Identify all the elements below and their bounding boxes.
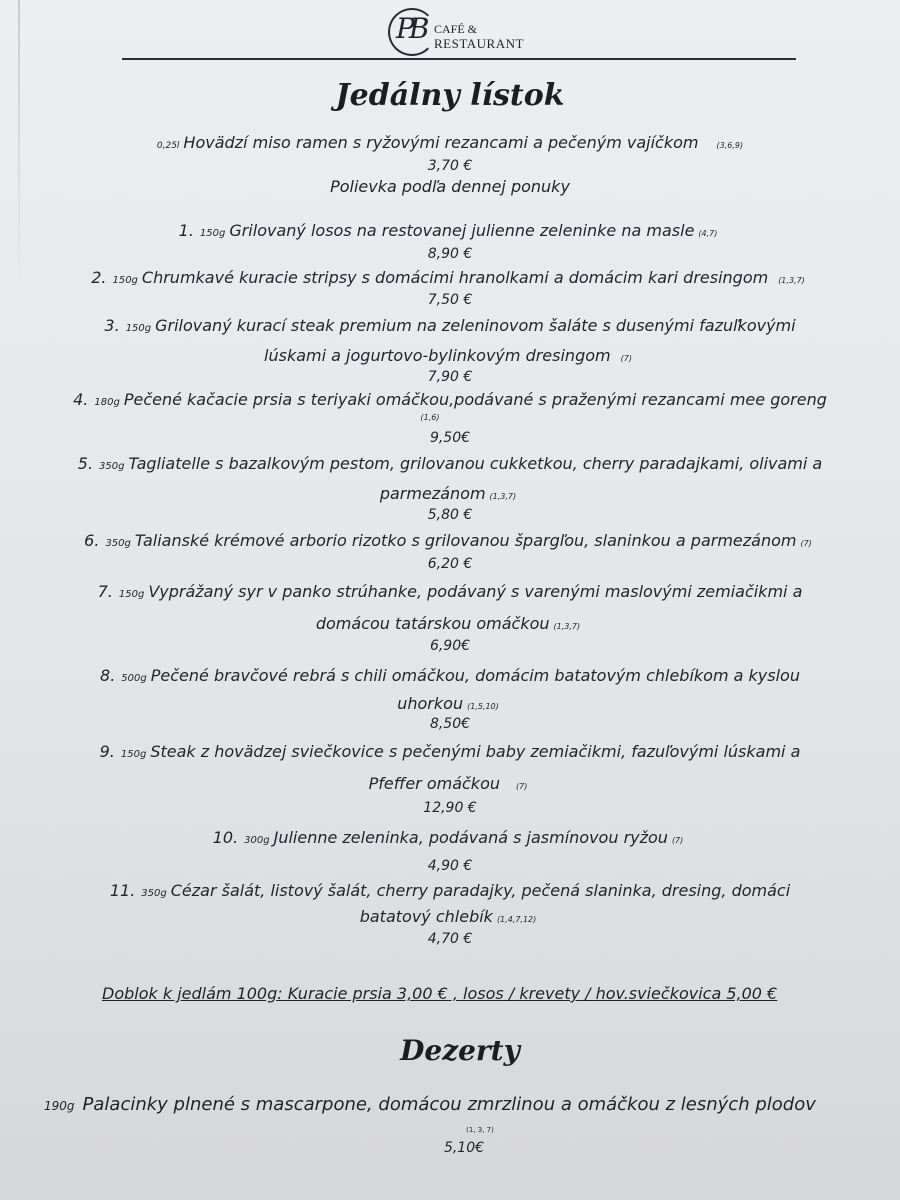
item-5-name-cont: parmezánom [379,484,486,503]
item-2-name: Chrumkavé kuracie stripsy s domácimi hranolkami a domácim kari dresingom [141,268,769,287]
item-6-number: 6. [84,531,100,550]
item-2-number: 2. [91,268,107,287]
item-7-line2 [0,614,900,633]
logo-restaurant-text: RESTAURANT [434,36,524,51]
item-7-price: 6,90€ [429,638,471,654]
item-11-price: 4,70 € [427,931,473,947]
item-1-weight: 150g [199,228,226,239]
item-5-weight: 350g [99,461,125,472]
item-1-allergens: (4,7) [698,229,718,238]
item-10-price: 4,90 € [427,858,473,874]
item-11-name-cont: batatový chlebík [359,907,493,926]
item-7-line1 [0,582,900,601]
soup-name: Hovädzí miso ramen s ryžovými rezancami a pečeným vajíčkom [183,133,699,152]
item-5-line1 [0,454,900,473]
item-5-allergens: (1,3,7) [489,492,517,501]
item-8-number: 8. [100,666,116,685]
item-3-name: Grilovaný kurací steak premium na zeleninovom šaláte s dusenými fazuľkovými [155,316,796,335]
item-5-name: Tagliatelle s bazalkovým pestom, grilovanou cukketkou, cherry paradajkami, olivami a [128,454,823,473]
item-1-number: 1. [178,221,194,240]
item-2-weight: 150g [112,275,138,286]
logo-monogram: PB [396,12,424,45]
item-5-number: 5. [77,454,94,473]
soup-price: 3,70 € [427,158,473,174]
item-11-number: 11. [109,881,136,900]
dessert-name: Palacinky plnené s mascarpone, domácou zmrzlinou a omáčkou z lesných plodov [82,1094,816,1115]
dessert-price: 5,10€ [443,1140,485,1156]
item-3-price: 7,90 € [427,369,473,385]
item-3-weight: 150g [125,323,152,334]
dessert-line [44,1094,884,1115]
item-2-line1 [0,268,900,287]
logo-cafe-text: CAFÉ & [434,22,478,36]
item-11-allergens: (1,4,7,12) [496,915,537,924]
item-9-line1 [0,742,900,761]
desserts-title: Dezerty [400,1034,520,1067]
item-7-name: Vyprážaný syr v panko strúhanke, podávaný s varenými maslovými zemiačikmi a [148,582,803,601]
item-6-allergens: (7) [800,539,812,548]
item-6-line1 [0,531,900,550]
item-3-line2 [0,346,900,365]
item-1-line1 [0,221,900,240]
item-5-line2 [0,484,900,503]
item-11-line2 [0,907,900,926]
header-divider [122,58,796,60]
item-10-allergens: (7) [671,836,684,845]
soup-allergens: (3,6,9) [716,141,744,150]
item-9-weight: 150g [120,749,147,760]
item-2-price: 7,50 € [427,292,473,308]
restaurant-logo [388,8,538,56]
item-9-line2 [0,774,900,793]
item-11-line1 [0,881,900,900]
soup-line [0,133,900,152]
item-3-number: 3. [104,316,120,335]
item-1-price: 8,90 € [427,246,473,262]
item-6-price: 6,20 € [427,556,473,572]
menu-title: Jedálny lístok [335,78,565,113]
item-8-line1 [0,666,900,685]
item-10-weight: 300g [244,835,270,846]
item-2-allergens: (1,3,7) [778,276,805,285]
item-9-name: Steak z hovädzej sviečkovice s pečenými baby zemiačikmi, fazuľovými lúskami a [150,742,801,761]
item-1-name: Grilovaný losos na restovanej julienne zeleninke na masle [229,221,695,240]
item-4-line1 [0,390,900,409]
item-7-name-cont: domácou tatárskou omáčkou [315,614,550,633]
item-8-name-cont: uhorkou [397,694,464,713]
item-9-allergens: (7) [516,782,528,791]
item-3-allergens: (7) [620,354,632,363]
item-9-number: 9. [99,742,115,761]
item-4-allergens: (1,6) [420,413,440,422]
dessert-weight: 190g [44,1099,75,1113]
side-additions: Doblok k jedlám 100g: Kuracie prsia 3,00 € , losos / krevety / hov.sviečkovica 5,00 € [102,984,778,1003]
item-8-weight: 500g [121,673,147,684]
item-8-allergens: (1,5,10) [467,702,499,711]
item-4-number: 4. [73,390,89,409]
item-9-name-cont: Pfeffer omáčkou [368,774,500,793]
item-7-weight: 150g [118,589,145,600]
item-6-weight: 350g [105,538,131,549]
item-3-name-cont: lúskami a jogurtovo-bylinkovým dresingom [264,346,611,365]
item-7-number: 7. [97,582,113,601]
soup-volume: 0,25l [156,141,180,151]
item-10-number: 10. [212,828,239,847]
item-3-line1 [0,316,900,335]
item-4-weight: 180g [94,397,120,408]
item-8-name: Pečené bravčové rebrá s chili omáčkou, domácim batatovým chlebíkom a kyslou [150,666,800,685]
item-11-weight: 350g [141,888,167,899]
item-7-allergens: (1,3,7) [553,622,581,631]
item-8-line2 [0,694,900,713]
item-4-price: 9,50€ [429,430,471,446]
soup-daily: Polievka podľa dennej ponuky [330,177,570,196]
item-5-price: 5,80 € [427,507,473,523]
item-6-name: Talianské krémové arborio rizotko s grilovanou špargľou, slaninkou a parmezánom [134,531,797,550]
dessert-allergens: (1, 3, 7) [466,1126,494,1134]
item-10-line1 [0,828,900,847]
item-8-price: 8,50€ [429,716,471,732]
item-10-name: Julienne zeleninka, podávaná s jasmínovou ryžou [273,828,668,847]
item-9-price: 12,90 € [423,800,477,816]
item-4-name: Pečené kačacie prsia s teriyaki omáčkou,podávané s praženými rezancami mee goreng [123,390,827,409]
item-11-name: Cézar šalát, listový šalát, cherry paradajky, pečená slaninka, dresing, domáci [170,881,791,900]
